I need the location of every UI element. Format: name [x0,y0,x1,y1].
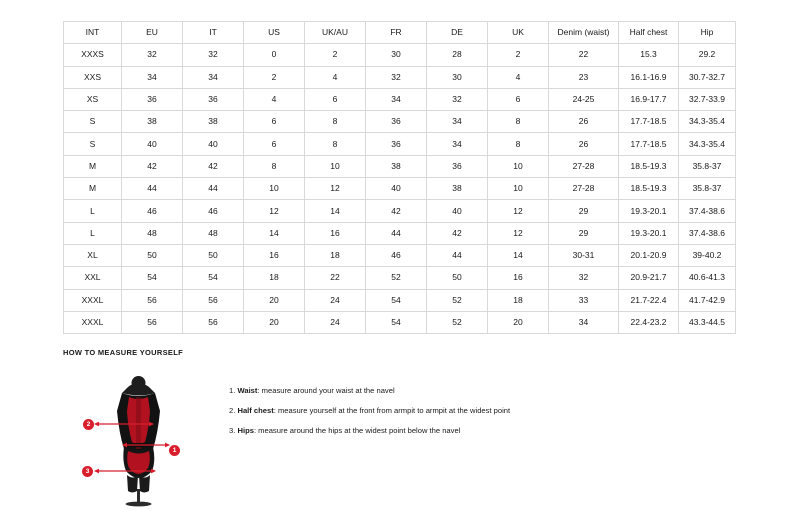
table-cell: 54 [122,267,183,289]
table-cell: 22 [305,267,366,289]
table-cell: XXS [64,66,122,88]
table-cell: 34 [549,311,619,333]
table-row [64,155,736,177]
table-cell: 40 [122,133,183,155]
table-cell: 30 [427,66,488,88]
table-cell: 14 [244,222,305,244]
note-text: : measure around your waist at the navel [257,386,395,395]
table-cell: 4 [244,88,305,110]
table-cell: 56 [183,289,244,311]
column-header: US [244,22,305,44]
table-cell: 50 [183,244,244,266]
column-header: Denim (waist) [549,22,619,44]
table-cell: S [64,111,122,133]
column-header: Half chest [619,22,679,44]
table-cell: 50 [122,244,183,266]
table-row [64,133,736,155]
table-cell: 38 [122,111,183,133]
table-cell: 46 [366,244,427,266]
table-cell: 2 [305,44,366,66]
table-cell: 29.2 [679,44,736,66]
table-cell: 2 [244,66,305,88]
table-cell: 19.3-20.1 [619,222,679,244]
measure-note-half-chest [229,401,510,421]
table-cell: 15.3 [619,44,679,66]
table-cell: 41.7-42.9 [679,289,736,311]
table-cell: 12 [305,178,366,200]
table-cell: 14 [488,244,549,266]
table-cell: 48 [122,222,183,244]
table-header-row [64,22,736,44]
table-cell: 44 [122,178,183,200]
table-cell: L [64,222,122,244]
table-cell: 10 [488,178,549,200]
table-cell: 6 [244,111,305,133]
table-cell: XL [64,244,122,266]
table-cell: 17.7-18.5 [619,111,679,133]
table-cell: 35.8-37 [679,155,736,177]
table-cell: 36 [366,111,427,133]
table-cell: 8 [305,133,366,155]
table-cell: 30-31 [549,244,619,266]
table-cell: S [64,133,122,155]
table-cell: 30 [366,44,427,66]
table-cell: 32 [183,44,244,66]
table-cell: 26 [549,133,619,155]
table-cell: 36 [427,155,488,177]
table-cell: 4 [488,66,549,88]
table-cell: 34.3-35.4 [679,111,736,133]
column-header: Hip [679,22,736,44]
table-cell: 16.1-16.9 [619,66,679,88]
table-cell: 40 [366,178,427,200]
table-cell: 34 [122,66,183,88]
table-cell: 36 [366,133,427,155]
table-cell: 44 [427,244,488,266]
table-row [64,66,736,88]
table-cell: 14 [305,200,366,222]
measure-badge-1: 1 [169,445,180,456]
table-cell: 20 [244,311,305,333]
table-cell: 16 [305,222,366,244]
table-cell: 56 [122,289,183,311]
measure-body [63,367,743,507]
section-title: HOW TO MEASURE YOURSELF [63,348,183,357]
table-cell: 52 [366,267,427,289]
note-index: 2. [229,406,236,415]
table-cell: 54 [183,267,244,289]
table-cell: 18 [244,267,305,289]
table-cell: 38 [366,155,427,177]
table-cell: 27-28 [549,155,619,177]
note-term: Half chest [237,406,274,415]
table-cell: 20 [488,311,549,333]
table-cell: 16 [488,267,549,289]
column-header: UK/AU [305,22,366,44]
table-row [64,44,736,66]
table-cell: 29 [549,200,619,222]
table-cell: 39-40.2 [679,244,736,266]
measure-badge-3: 3 [82,466,93,477]
column-header: IT [183,22,244,44]
column-header: UK [488,22,549,44]
table-row [64,244,736,266]
table-cell: 24 [305,289,366,311]
table-row [64,111,736,133]
table-cell: 12 [244,200,305,222]
table-cell: 18 [305,244,366,266]
table-cell: 8 [244,155,305,177]
table-cell: L [64,200,122,222]
column-header: INT [64,22,122,44]
table-cell: 42 [122,155,183,177]
table-cell: 40.6-41.3 [679,267,736,289]
table-row [64,267,736,289]
table-cell: M [64,178,122,200]
table-row [64,178,736,200]
table-cell: 6 [488,88,549,110]
table-cell: 32.7-33.9 [679,88,736,110]
table-cell: 33 [549,289,619,311]
table-cell: 19.3-20.1 [619,200,679,222]
size-chart-table [63,21,736,334]
table-cell: 34 [427,111,488,133]
table-cell: 46 [183,200,244,222]
note-text: : measure around the hips at the widest point below the navel [253,426,461,435]
table-cell: 32 [549,267,619,289]
note-term: Hips [237,426,254,435]
table-cell: 8 [488,111,549,133]
how-to-measure-section [63,348,743,507]
table-cell: 20.9-21.7 [619,267,679,289]
table-cell: 12 [488,222,549,244]
table-cell: 22.4-23.2 [619,311,679,333]
table-cell: 34 [366,88,427,110]
table-cell: 10 [305,155,366,177]
table-cell: 8 [305,111,366,133]
table-cell: 38 [183,111,244,133]
table-row [64,289,736,311]
table-cell: 48 [183,222,244,244]
table-cell: M [64,155,122,177]
table-cell: 36 [183,88,244,110]
measure-notes [229,367,510,441]
table-cell: 37.4-38.6 [679,200,736,222]
table-cell: 22 [549,44,619,66]
table-cell: 18 [488,289,549,311]
table-cell: 4 [305,66,366,88]
column-header: DE [427,22,488,44]
table-cell: 12 [488,200,549,222]
measure-note-waist [229,381,510,401]
table-cell: 52 [427,289,488,311]
table-cell: 30.7-32.7 [679,66,736,88]
table-row [64,311,736,333]
table-cell: 34 [183,66,244,88]
table-cell: 34.3-35.4 [679,133,736,155]
table-cell: 17.7-18.5 [619,133,679,155]
note-index: 1. [229,386,236,395]
table-cell: 52 [427,311,488,333]
note-term: Waist [237,386,258,395]
table-cell: 40 [183,133,244,155]
table-cell: 42 [366,200,427,222]
table-cell: 8 [488,133,549,155]
table-cell: 40 [427,200,488,222]
table-cell: 50 [427,267,488,289]
table-cell: 18.5-19.3 [619,155,679,177]
table-cell: 42 [183,155,244,177]
table-cell: XXL [64,267,122,289]
table-cell: 34 [427,133,488,155]
table-cell: 24 [305,311,366,333]
mannequin-illustration [81,367,201,507]
table-cell: 0 [244,44,305,66]
measure-note-hips [229,421,510,441]
measure-badge-2: 2 [83,419,94,430]
table-cell: 54 [366,289,427,311]
table-cell: 6 [244,133,305,155]
table-row [64,222,736,244]
table-cell: 16.9-17.7 [619,88,679,110]
table-cell: 54 [366,311,427,333]
table-cell: 18.5-19.3 [619,178,679,200]
table-cell: 21.7-22.4 [619,289,679,311]
mannequin-icon [81,367,201,507]
table-cell: 38 [427,178,488,200]
table-cell: 32 [427,88,488,110]
table-cell: 46 [122,200,183,222]
table-cell: 20 [244,289,305,311]
table-cell: 20.1-20.9 [619,244,679,266]
table-cell: 56 [183,311,244,333]
table-cell: 10 [244,178,305,200]
column-header: FR [366,22,427,44]
table-cell: 35.8-37 [679,178,736,200]
table-cell: 32 [366,66,427,88]
table-cell: 6 [305,88,366,110]
table-cell: 16 [244,244,305,266]
table-cell: 37.4-38.6 [679,222,736,244]
table-cell: XXXS [64,44,122,66]
table-cell: XXXL [64,311,122,333]
table-row [64,200,736,222]
table-cell: 32 [122,44,183,66]
note-text: : measure yourself at the front from armpit to armpit at the widest point [273,406,511,415]
table-cell: 44 [183,178,244,200]
column-header: EU [122,22,183,44]
table-cell: XXXL [64,289,122,311]
table-cell: 28 [427,44,488,66]
table-cell: 43.3-44.5 [679,311,736,333]
table-cell: 56 [122,311,183,333]
table-cell: 26 [549,111,619,133]
table-cell: 2 [488,44,549,66]
table-cell: 23 [549,66,619,88]
table-cell: XS [64,88,122,110]
note-index: 3. [229,426,236,435]
table-cell: 44 [366,222,427,244]
table-cell: 10 [488,155,549,177]
table-row [64,88,736,110]
table-cell: 36 [122,88,183,110]
table-cell: 42 [427,222,488,244]
table-cell: 24-25 [549,88,619,110]
table-cell: 29 [549,222,619,244]
table-cell: 27-28 [549,178,619,200]
size-chart-container [63,21,735,334]
